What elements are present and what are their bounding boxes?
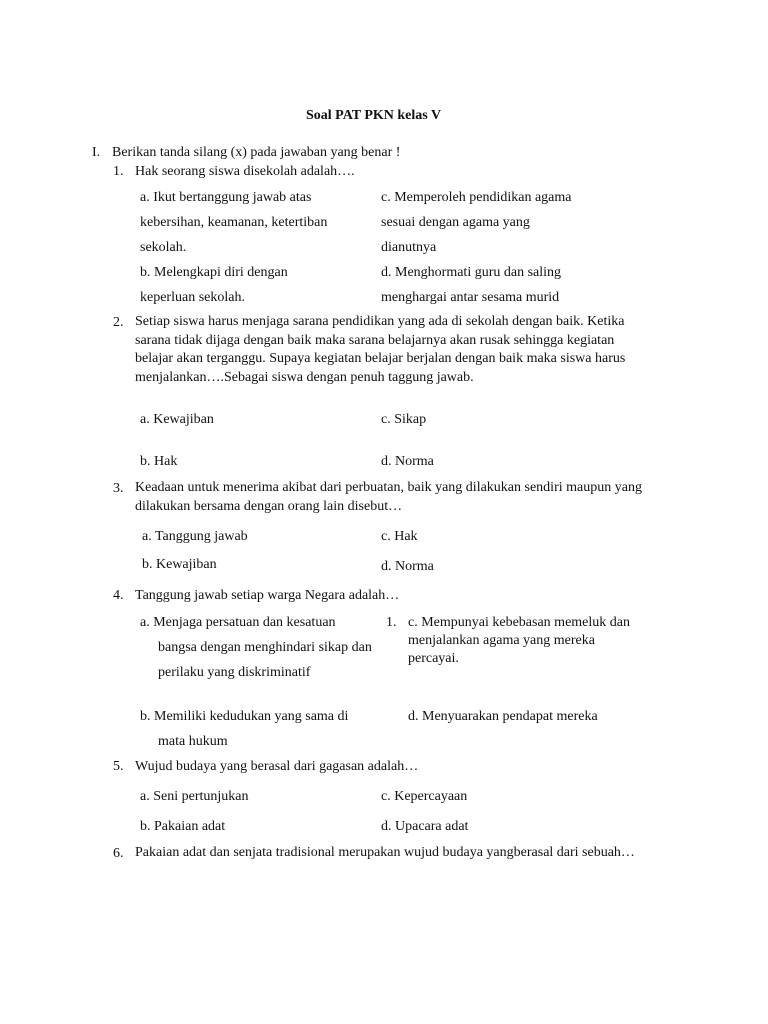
option-c[interactable]: c. Kepercayaan — [381, 789, 468, 804]
page-title: Soal PAT PKN kelas V — [306, 108, 442, 123]
question-number: 2. — [113, 315, 124, 330]
option-d[interactable]: d. Norma — [381, 454, 434, 469]
question-text: Wujud budaya yang berasal dari gagasan adalah… — [135, 759, 419, 774]
section-instruction: Berikan tanda silang (x) pada jawaban yang benar ! — [112, 145, 401, 160]
question-number: 3. — [113, 481, 124, 496]
option-b[interactable]: b. Hak — [140, 454, 178, 469]
option-line: sesuai dengan agama yang — [381, 215, 530, 230]
option-d[interactable]: d. Menyuarakan pendapat mereka — [408, 709, 598, 724]
option-line: sekolah. — [140, 240, 187, 255]
option-c[interactable]: c. Hak — [381, 529, 418, 544]
option-line: c. Memperoleh pendidikan agama — [381, 190, 572, 205]
option-line: percayai. — [408, 651, 459, 666]
list-marker: 1. — [386, 615, 397, 630]
option-b[interactable]: b. Kewajiban — [142, 557, 217, 572]
question-number: 4. — [113, 588, 124, 603]
option-line: a. Menjaga persatuan dan kesatuan — [140, 615, 336, 630]
question-text: Keadaan untuk menerima akibat dari perbuatan, baik yang dilakukan sendiri maupun yang dilakukan bersama dengan orang lain disebut… — [135, 480, 642, 514]
option-line: b. Melengkapi diri dengan — [140, 265, 288, 280]
option-a[interactable]: a. Seni pertunjukan — [140, 789, 249, 804]
option-b[interactable]: b. Pakaian adat — [140, 819, 226, 834]
option-d[interactable]: d. Upacara adat — [381, 819, 469, 834]
option-line: dianutnya — [381, 240, 437, 255]
option-line: kebersihan, keamanan, ketertiban — [140, 215, 328, 230]
question-number: 1. — [113, 164, 124, 179]
question-text: Hak seorang siswa disekolah adalah…. — [135, 164, 355, 179]
question-number: 6. — [113, 846, 124, 861]
option-line: menjalankan agama yang mereka — [408, 633, 595, 648]
option-c[interactable]: c. Sikap — [381, 412, 427, 427]
question-number: 5. — [113, 759, 124, 774]
option-line: a. Ikut bertanggung jawab atas — [140, 190, 312, 205]
option-a[interactable]: a. Kewajiban — [140, 412, 214, 427]
option-line: b. Memiliki kedudukan yang sama di — [140, 709, 349, 724]
option-d[interactable]: d. Norma — [381, 559, 434, 574]
question-text: Pakaian adat dan senjata tradisional merupakan wujud budaya yangberasal dari sebuah… — [135, 845, 635, 860]
question-text: Tanggung jawab setiap warga Negara adalah… — [135, 588, 400, 603]
option-a[interactable]: a. Tanggung jawab — [142, 529, 248, 544]
option-line: d. Menghormati guru dan saling — [381, 265, 562, 280]
question-text: Setiap siswa harus menjaga sarana pendidikan yang ada di sekolah dengan baik. Ketika sarana tidak dijaga dengan baik maka sarana belajarnya akan rusak sehingga kegiatan belajar akan terganggu. Supaya kegiatan belajar berjalan dengan baik maka siswa harus menjalankan….Sebagai siswa dengan penuh taggung jawab. — [135, 314, 626, 385]
option-line: keperluan sekolah. — [140, 290, 245, 305]
section-numeral: I. — [92, 145, 101, 160]
option-line: c. Mempunyai kebebasan memeluk dan — [408, 615, 630, 630]
option-line: menghargai antar sesama murid — [381, 290, 560, 305]
option-line: bangsa dengan menghindari sikap dan — [158, 640, 372, 655]
option-line: mata hukum — [158, 734, 228, 749]
option-line: perilaku yang diskriminatif — [158, 665, 311, 680]
